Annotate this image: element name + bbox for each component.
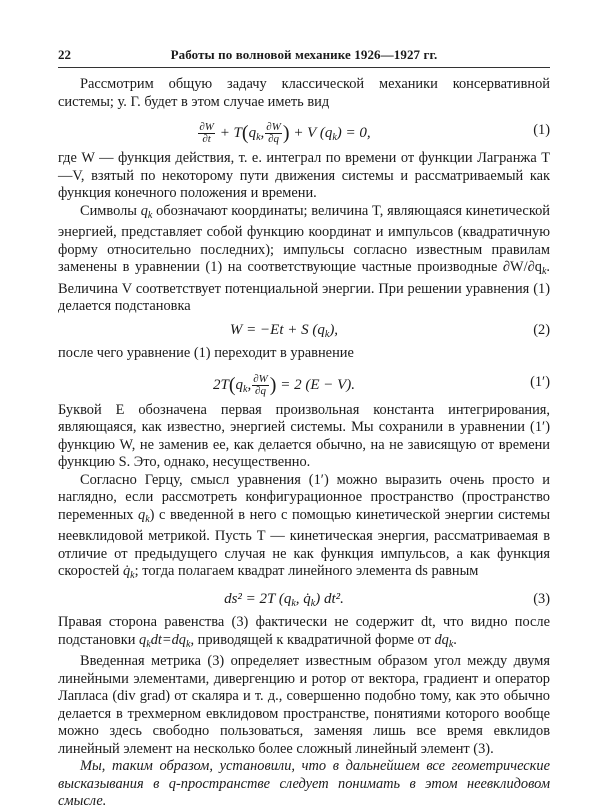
running-header	[58, 47, 550, 68]
paragraph-9: Мы, таким образом, установили, что в дальнейшем все геометрические высказывания в q-пространстве следует понимать в этом неевклидовом смысле.	[58, 758, 550, 809]
equation-1: $\frac{\partial W}{\partial t}$ + $T(q_k$, $\frac{\partial W}{\partial q}$ ) + V $(q_k) = 0$, (1)	[199, 121, 550, 145]
page-number: 22	[58, 47, 71, 62]
paragraph-5: Буквой E обозначена первая произвольная константа интегрирования, являющаяся, как известно, энергией системы. Мы сохранили в уравнении (1′) функцию W, не заменив ее, как делается обычно, на не зависящую от времени функцию S. Это, однако, несущественно.	[58, 401, 550, 470]
equation-number: (1′)	[530, 373, 550, 390]
equation-number: (3)	[533, 590, 550, 607]
main-text	[58, 76, 550, 811]
paragraph-8: Введенная метрика (3) определяет известным образом угол между двумя линейными элементами, дивергенцию и ротор от вектора, градиент и оператор Лапласа (div grad) от скаляра и т. д., совершенно подобно тому, как это обычно делается в трехмерном евклидовом пространстве, понятиями которого вообще можно здесь свободно пользоваться, заменяя лишь все время евклидов линейный элемент на несколько более сложный линейный элемент (3).	[58, 653, 550, 757]
equation-3: ds² = 2T ($q_k$, $q̇_k$) dt². (3)	[224, 590, 550, 609]
paragraph-7: Правая сторона равенства (3) фактически не содержит dt, что видно после подстановки $q_kdt=dq_k$, приводящей к квадратичной форме от $dq_k$.	[58, 614, 550, 650]
paragraph-4: после чего уравнение (1) переходит в уравнение	[58, 345, 354, 361]
paragraph-1: Рассмотрим общую задачу классической механики консервативной системы; у. Г. будет в этом случае иметь вид	[58, 76, 550, 110]
paragraph-2: где W — функция действия, т. е. интеграл по времени от функции Лагранжа T—V, взятый по некоторому пути движения системы и рассматриваемый как функция конечного положения и времени.	[58, 150, 550, 201]
equation-number: (2)	[533, 321, 550, 338]
equation-1-prime: $2T(q_k$, $\frac{\partial W}{\partial q}$ ) = 2 (E − V). (1′)	[212, 372, 550, 397]
paragraph-6: Согласно Герцу, смысл уравнения (1′) можно выразить очень просто и наглядно, если рассмотреть конфигурационное пространство (пространство переменных $q_k$) с введенной в него с помощью кинетической энергии системы неевклидовой метрикой. Пусть T — кинетическая энергия, рассматриваемая в отличие от предыдущего случая не как функция импульсов, а как функция скоростей $q̇_k$; тогда полагаем квадрат линейного элемента ds равным	[58, 471, 550, 581]
running-title: Работы по волновой механике 1926—1927 гг.	[170, 47, 438, 62]
equation-number: (1)	[533, 122, 550, 138]
paragraph-3: Символы $q_k$ обозначают координаты; величина T, являющаяся кинетической энергией, представляет собой функцию координат и импульсов (квадратичную форму относительно последних); импульсы согласно известным правилам заменены в уравнении (1) на соответствующие частные производные $\partial W/\partial q_k$. Величина V соответствует потенциальной энергии. При решении уравнения (1) делается подстановка	[58, 202, 550, 314]
equation-2: W = −Et + S $(q_k)$, (2)	[229, 321, 550, 340]
